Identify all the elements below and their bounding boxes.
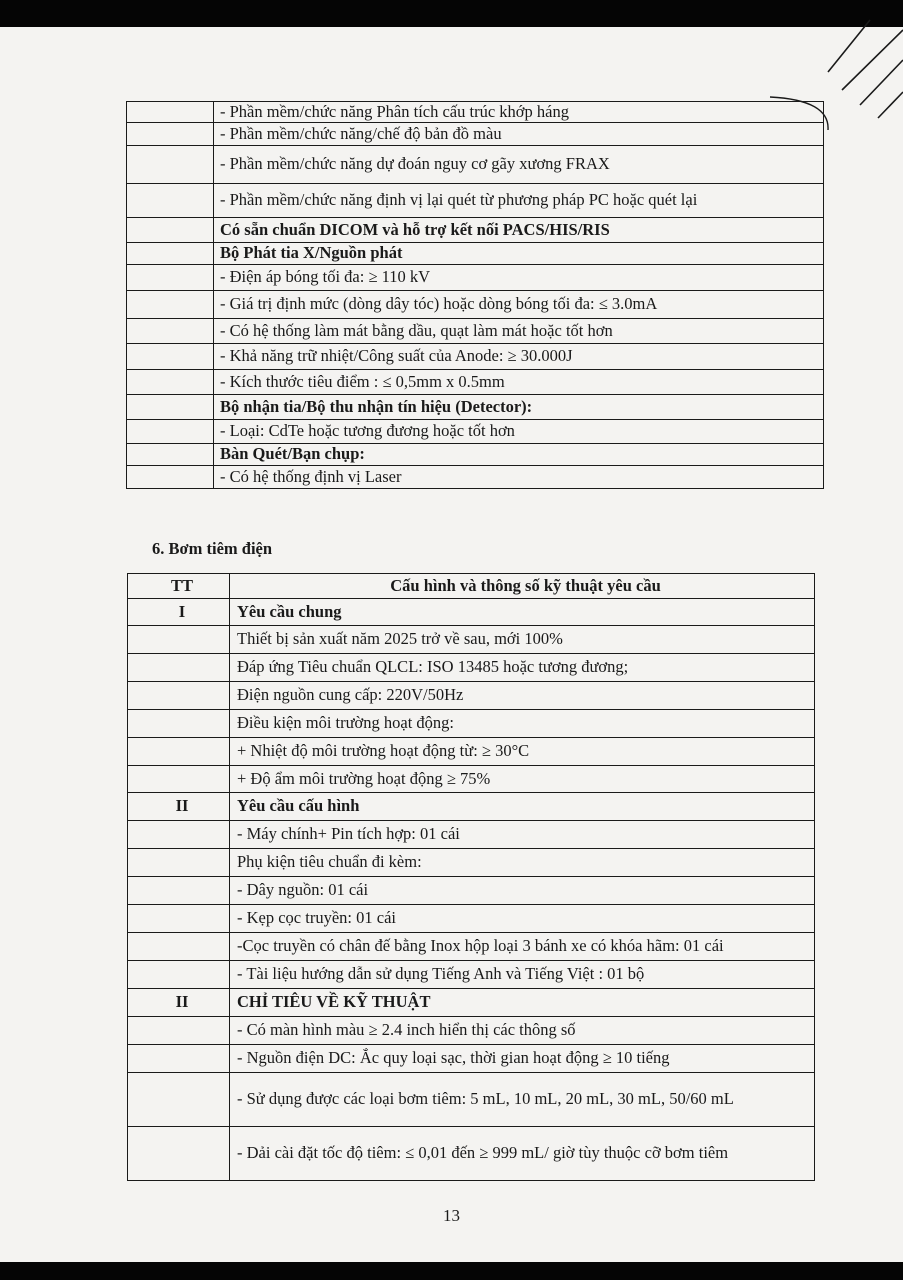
row-text-cell: Bộ Phát tia X/Nguồn phát <box>214 243 824 265</box>
row-tt-cell <box>128 933 230 961</box>
row-text-cell: - Kích thước tiêu điểm : ≤ 0,5mm x 0.5mm <box>214 370 824 395</box>
row-text-cell: Bàn Quét/Bạn chụp: <box>214 444 824 466</box>
row-spec-cell: Đáp ứng Tiêu chuẩn QLCL: ISO 13485 hoặc tương đương; <box>230 654 815 682</box>
row-text-cell: - Phần mềm/chức năng dự đoán nguy cơ gãy xương FRAX <box>214 146 824 184</box>
row-tt-cell <box>128 821 230 849</box>
row-index-cell <box>127 102 214 123</box>
row-tt-cell: I <box>128 599 230 626</box>
spec-table-continued <box>126 101 824 489</box>
row-index-cell <box>127 146 214 184</box>
header-spec: Cấu hình và thông số kỹ thuật yêu cầu <box>230 574 815 599</box>
table-row <box>128 599 815 626</box>
row-index-cell <box>127 218 214 243</box>
table-row <box>128 849 815 877</box>
row-spec-cell: - Tài liệu hướng dẫn sử dụng Tiếng Anh và Tiếng Việt : 01 bộ <box>230 961 815 989</box>
section-heading: 6. Bơm tiêm điện <box>152 539 273 558</box>
table-row <box>127 265 824 291</box>
row-tt-cell <box>128 961 230 989</box>
row-tt-cell <box>128 849 230 877</box>
row-tt-cell <box>128 1127 230 1181</box>
row-spec-cell: - Sử dụng được các loại bơm tiêm: 5 mL, 10 mL, 20 mL, 30 mL, 50/60 mL <box>230 1073 815 1127</box>
row-spec-cell: Yêu cầu chung <box>230 599 815 626</box>
table-row <box>127 466 824 489</box>
table-row <box>127 123 824 146</box>
table-row <box>128 989 815 1017</box>
row-text-cell: - Có hệ thống làm mát bằng dầu, quạt làm mát hoặc tốt hơn <box>214 319 824 344</box>
row-index-cell <box>127 319 214 344</box>
table-row <box>127 146 824 184</box>
table-row <box>127 395 824 420</box>
row-spec-cell: - Có màn hình màu ≥ 2.4 inch hiển thị các thông số <box>230 1017 815 1045</box>
row-tt-cell <box>128 877 230 905</box>
table-row <box>127 319 824 344</box>
row-index-cell <box>127 466 214 489</box>
row-tt-cell <box>128 905 230 933</box>
row-index-cell <box>127 184 214 218</box>
row-text-cell: - Phần mềm/chức năng định vị lại quét từ phương pháp PC hoặc quét lại <box>214 184 824 218</box>
table-row <box>127 344 824 370</box>
table-row <box>128 1017 815 1045</box>
table-row <box>128 738 815 766</box>
table-row <box>128 682 815 710</box>
table-row <box>128 905 815 933</box>
row-index-cell <box>127 370 214 395</box>
row-spec-cell: - Máy chính+ Pin tích hợp: 01 cái <box>230 821 815 849</box>
row-spec-cell: Yêu cầu cấu hình <box>230 793 815 821</box>
row-text-cell: - Có hệ thống định vị Laser <box>214 466 824 489</box>
row-spec-cell: - Nguồn điện DC: Ắc quy loại sạc, thời gian hoạt động ≥ 10 tiếng <box>230 1045 815 1073</box>
header-tt: TT <box>128 574 230 599</box>
table-row <box>128 1073 815 1127</box>
table-row <box>128 626 815 654</box>
row-tt-cell <box>128 654 230 682</box>
table-row <box>128 654 815 682</box>
table-row <box>127 291 824 319</box>
row-text-cell: Có sẵn chuẩn DICOM và hỗ trợ kết nối PACS/HIS/RIS <box>214 218 824 243</box>
row-tt-cell <box>128 1045 230 1073</box>
row-tt-cell <box>128 710 230 738</box>
row-tt-cell <box>128 626 230 654</box>
table-row <box>128 877 815 905</box>
table-row <box>128 933 815 961</box>
syringe-pump-spec-table <box>127 573 815 1181</box>
row-index-cell <box>127 444 214 466</box>
table-row <box>127 420 824 444</box>
row-tt-cell <box>128 1073 230 1127</box>
table-row <box>128 1127 815 1181</box>
row-index-cell <box>127 344 214 370</box>
bottom-scan-border <box>0 1262 903 1280</box>
row-spec-cell: + Độ ẩm môi trường hoạt động ≥ 75% <box>230 766 815 793</box>
row-tt-cell: II <box>128 793 230 821</box>
table-row <box>127 184 824 218</box>
table-row <box>128 766 815 793</box>
row-text-cell: - Loại: CdTe hoặc tương đương hoặc tốt hơn <box>214 420 824 444</box>
table-header-row <box>128 574 815 599</box>
table-row <box>128 1045 815 1073</box>
row-spec-cell: - Dây nguồn: 01 cái <box>230 877 815 905</box>
row-index-cell <box>127 123 214 146</box>
table-row <box>128 961 815 989</box>
table-row <box>127 444 824 466</box>
row-index-cell <box>127 395 214 420</box>
row-spec-cell: Điện nguồn cung cấp: 220V/50Hz <box>230 682 815 710</box>
table-row <box>127 102 824 123</box>
table-row <box>127 243 824 265</box>
row-text-cell: - Giá trị định mức (dòng dây tóc) hoặc dòng bóng tối đa: ≤ 3.0mA <box>214 291 824 319</box>
row-spec-cell: CHỈ TIÊU VỀ KỸ THUẬT <box>230 989 815 1017</box>
row-tt-cell: II <box>128 989 230 1017</box>
table-row <box>127 218 824 243</box>
row-text-cell: - Phần mềm/chức năng Phân tích cấu trúc khớp háng <box>214 102 824 123</box>
row-spec-cell: Thiết bị sản xuất năm 2025 trở về sau, mới 100% <box>230 626 815 654</box>
row-spec-cell: -Cọc truyền có chân đế bằng Inox hộp loại 3 bánh xe có khóa hãm: 01 cái <box>230 933 815 961</box>
row-tt-cell <box>128 1017 230 1045</box>
row-index-cell <box>127 265 214 291</box>
row-tt-cell <box>128 766 230 793</box>
row-spec-cell: - Dải cài đặt tốc độ tiêm: ≤ 0,01 đến ≥ 999 mL/ giờ tùy thuộc cỡ bơm tiêm <box>230 1127 815 1181</box>
top-scan-border <box>0 0 903 27</box>
table-row <box>128 710 815 738</box>
row-spec-cell: Điều kiện môi trường hoạt động: <box>230 710 815 738</box>
table-row <box>128 821 815 849</box>
table-row <box>127 370 824 395</box>
row-spec-cell: Phụ kiện tiêu chuẩn đi kèm: <box>230 849 815 877</box>
row-index-cell <box>127 420 214 444</box>
row-text-cell: - Điện áp bóng tối đa: ≥ 110 kV <box>214 265 824 291</box>
table-row <box>128 793 815 821</box>
row-spec-cell: + Nhiệt độ môi trường hoạt động từ: ≥ 30°C <box>230 738 815 766</box>
row-spec-cell: - Kẹp cọc truyền: 01 cái <box>230 905 815 933</box>
row-tt-cell <box>128 738 230 766</box>
row-text-cell: - Phần mềm/chức năng/chế độ bản đồ màu <box>214 123 824 146</box>
row-index-cell <box>127 243 214 265</box>
page-number: 13 <box>443 1206 460 1225</box>
row-text-cell: - Khả năng trữ nhiệt/Công suất của Anode: ≥ 30.000J <box>214 344 824 370</box>
row-tt-cell <box>128 682 230 710</box>
row-index-cell <box>127 291 214 319</box>
row-text-cell: Bộ nhận tia/Bộ thu nhận tín hiệu (Detector): <box>214 395 824 420</box>
